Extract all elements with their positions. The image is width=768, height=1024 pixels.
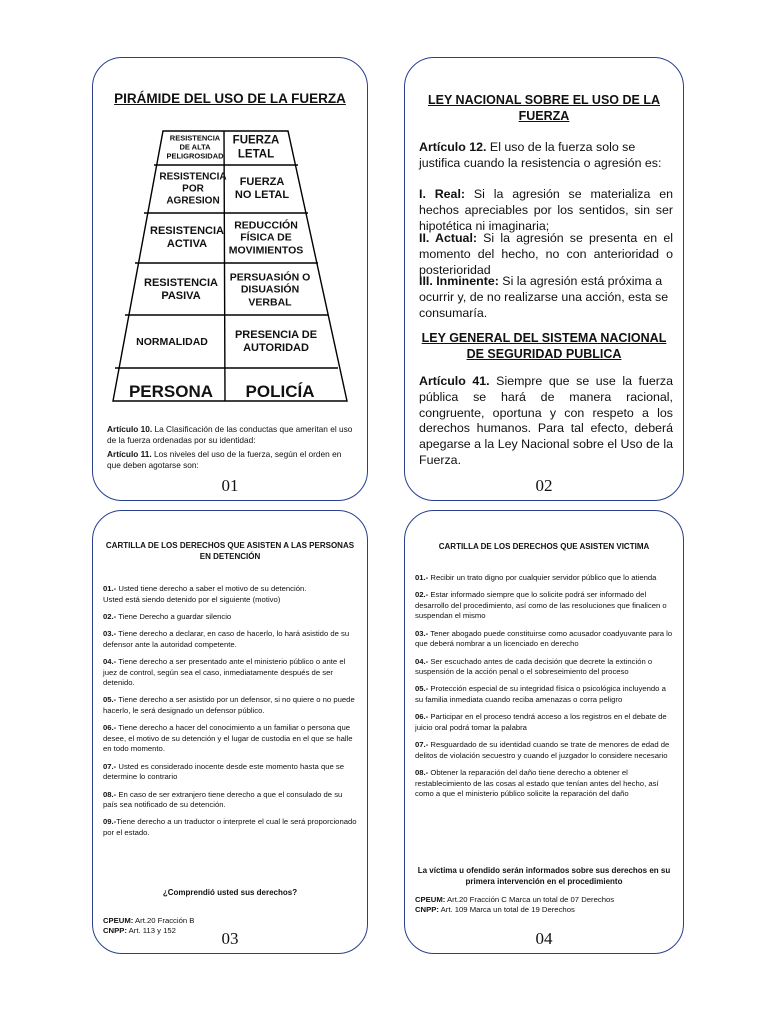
agresion-inminente: III. Inminente: Si la agresión está próxima a ocurrir y, de no realizarse una acción, esta se consumaría.	[419, 274, 669, 320]
pyramid-left-1: RESISTENCIA DE ALTA PELIGROSIDAD	[166, 133, 224, 161]
page-number: 03	[221, 929, 239, 948]
reference-cpeum: CPEUM: Art.20 Fracción C Marca un total de 07 Derechos	[415, 895, 615, 904]
articulo-41: Artículo 41. Siempre que se use la fuerza pública se hará de manera racional, congruente, oportuna y con respeto a los derechos humanos. Para tal efecto, deberá apegarse a la Ley Nacional sobre el Uso de la Fuerza.	[419, 374, 673, 467]
list-item	[415, 629, 673, 650]
card-title: PIRÁMIDE DEL USO DE LA FUERZA	[114, 91, 346, 106]
item-number: 06.-	[415, 712, 429, 722]
pyramid-right-2: FUERZA NO LETAL	[234, 176, 290, 201]
item-text: Tiene derecho a ser presentado ante el ministerio público o ante el juez de control, según sea el caso, inmediatamente después de ser detenido.	[103, 656, 346, 688]
item-number: 05.-	[103, 695, 117, 705]
pyramid-right-5: PRESENCIA DE AUTORIDAD	[234, 329, 318, 354]
list-item	[103, 817, 357, 838]
item-number: 08.-	[415, 767, 429, 777]
card-ley-nacional	[404, 57, 684, 501]
list-item	[103, 695, 357, 716]
list-item	[415, 684, 673, 705]
list-item	[415, 712, 673, 733]
pyramid-right-6: POLICÍA	[245, 381, 315, 401]
list-item	[103, 629, 357, 650]
rights-list	[415, 573, 673, 806]
item-number: 02.-	[103, 611, 117, 621]
item-number: 05.-	[415, 684, 429, 694]
card-derechos-victima	[404, 510, 684, 954]
victim-note: La víctima u ofendido serán informados sobre sus derechos en su primera intervención en el procedimiento	[417, 866, 671, 886]
item-number: 06.-	[103, 723, 117, 733]
agresion-real: I. Real: Si la agresión se materializa en hechos apreciables por los sentidos, sin ser hipotética ni imaginaria;	[419, 187, 673, 233]
list-item	[415, 590, 673, 622]
reference-cnpp: CNPP: Art. 113 y 152	[103, 926, 176, 936]
pyramid-left-4: RESISTENCIA PASIVA	[144, 277, 218, 302]
item-number: 04.-	[415, 656, 429, 666]
list-item	[103, 584, 357, 605]
articulo-11: Artículo 11. Los niveles del uso de la fuerza, según el orden en que deben agotarse son:	[107, 449, 342, 471]
item-number: 01.-	[415, 573, 429, 582]
pyramid-right-4: PERSUASIÓN O DISUASIÓN VERBAL	[229, 271, 311, 309]
item-text: Usted tiene derecho a saber el motivo de su detención. Usted está siendo detenido por el siguiente (motivo)	[103, 584, 307, 604]
page-number: 02	[535, 476, 553, 495]
item-text: Tiene derecho a un traductor o interprete el cual le será proporcionado por el estado.	[103, 817, 357, 837]
item-text: Tiene derecho a ser asistido por un defensor, si no quiere o no puede hacerlo, le será designado un defensor público.	[103, 695, 355, 715]
item-text: Estar informado siempre que lo solicite podrá ser informado del desarrollo del procedimiento, así como de las resoluciones que finalicen o suspendan el mismo	[415, 590, 667, 621]
item-text: Recibir un trato digno por cualquier servidor público que lo atienda	[428, 573, 657, 582]
item-number: 09.-	[103, 817, 117, 827]
legal-references	[415, 895, 673, 915]
item-number: 03.-	[103, 629, 117, 639]
list-item	[103, 723, 357, 755]
section-title-ley-nacional: LEY NACIONAL SOBRE EL USO DE LA FUERZA	[428, 93, 660, 123]
pyramid-right-3: REDUCCIÓN FÍSICA DE MOVIMIENTOS	[228, 219, 304, 257]
pyramid-left-6: PERSONA	[128, 381, 214, 401]
item-text: Resguardado de su identidad cuando se trate de menores de edad de delitos de violación secuestro y cuando el juzgador lo considere necesario	[415, 740, 670, 760]
list-item	[415, 768, 673, 800]
item-text: Tiene derecho a hacer del conocimiento a un familiar o persona que desee, el motivo de su detención y el lugar de custodia en el que se halle en todo momento.	[103, 723, 353, 754]
item-text: Tiene derecho a declarar, en caso de hacerlo, lo hará asistido de su defensor ante la autoridad competente.	[103, 629, 350, 649]
item-number: 07.-	[103, 761, 117, 771]
item-number: 02.-	[415, 590, 429, 600]
pyramid-right-1: FUERZA LETAL	[232, 134, 280, 160]
agresion-actual: II. Actual: Si la agresión se presenta en el momento del hecho, no con anterioridad o posterioridad	[419, 231, 673, 277]
list-item	[103, 657, 357, 689]
card-title: CARTILLA DE LOS DERECHOS QUE ASISTEN A LAS PERSONAS EN DETENCIÓN	[105, 541, 355, 562]
pyramid-left-5: NORMALIDAD	[136, 335, 208, 348]
list-item	[415, 657, 673, 678]
articulo-10: Artículo 10. La Clasificación de las conductas que ameritan el uso de la fuerza ordenadas por su identidad:	[107, 424, 353, 446]
item-text: Obtener la reparación del daño tiene derecho a obtener el restablecimiento de las cosas al estado que tenían antes del hecho, así como a que el ministerio público solicite la reparación del daño	[415, 767, 659, 799]
item-number: 08.-	[103, 789, 117, 799]
item-text: Usted es considerado inocente desde este momento hasta que se determine lo contrario	[103, 761, 345, 782]
item-text: Participar en el proceso tendrá acceso a los registros en el debate de juicio oral podrá tomar la palabra	[415, 712, 667, 732]
item-text: Tiene Derecho a guardar silencio	[116, 611, 232, 621]
pyramid-left-2: RESISTENCIA POR AGRESION	[159, 171, 227, 206]
item-text: Ser escuchado antes de cada decisión que decrete la extinción o suspensión de la acción penal o el sobreseimiento del proceso	[415, 656, 653, 677]
item-number: 01.-	[103, 584, 117, 593]
page-number: 01	[221, 476, 239, 495]
articulo-12: Artículo 12. El uso de la fuerza solo se justifica cuando la resistencia o agresión es:	[419, 140, 662, 170]
card-title: CARTILLA DE LOS DERECHOS QUE ASISTEN VICTIMA	[438, 542, 650, 551]
section-title-ley-general: LEY GENERAL DEL SISTEMA NACIONAL DE SEGURIDAD PUBLICA	[421, 331, 667, 361]
item-number: 03.-	[415, 628, 429, 638]
reference-cpeum: CPEUM: Art.20 Fracción B	[103, 916, 195, 925]
list-item	[103, 612, 357, 623]
item-text: Tener abogado puede constituirse como acusador coadyuvante para lo que deberá nombrar a un licenciado en derecho	[415, 628, 673, 649]
card-piramide	[92, 57, 368, 501]
reference-cnpp: CNPP: Art. 109 Marca un total de 19 Derechos	[415, 905, 575, 915]
pyramid-left-3: RESISTENCIA ACTIVA	[150, 225, 224, 250]
list-item	[415, 573, 673, 584]
question: ¿Comprendió usted sus derechos?	[162, 888, 298, 897]
page-number: 04	[535, 929, 553, 948]
item-text: Protección especial de su integridad física o psicológica incluyendo a su familia inmediata cuando reciba amenazas o corra peligro	[415, 684, 666, 704]
card-derechos-detencion	[92, 510, 368, 954]
item-text: En caso de ser extranjero tiene derecho a que el consulado de su país sea notificado de su detención.	[103, 789, 343, 810]
item-number: 07.-	[415, 740, 429, 750]
rights-list	[103, 584, 357, 845]
list-item	[103, 762, 357, 783]
list-item	[415, 740, 673, 761]
item-number: 04.-	[103, 656, 117, 666]
list-item	[103, 790, 357, 811]
